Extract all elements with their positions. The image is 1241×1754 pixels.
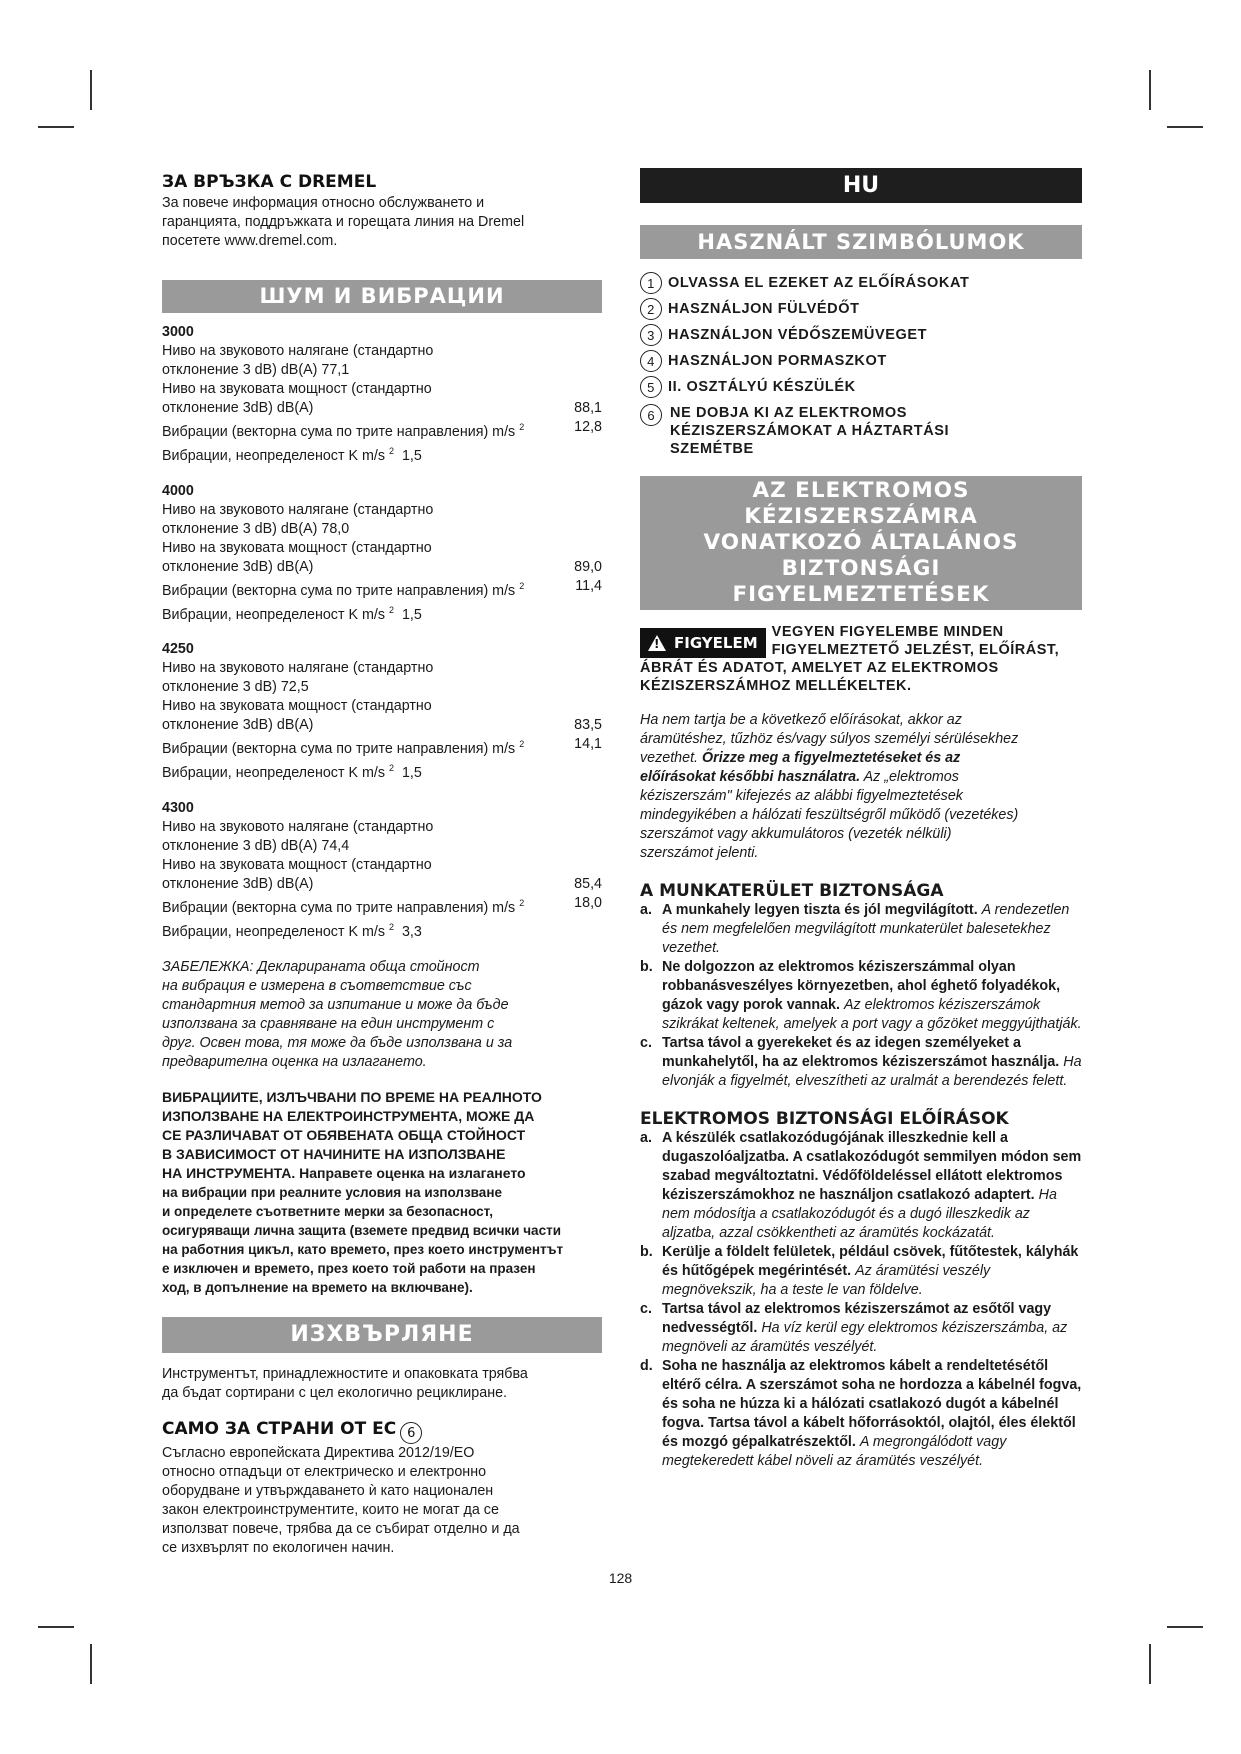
warning-line: и определете съответните мерки за безопасност, [162,1203,494,1219]
number-1-icon: 1 [640,272,662,294]
contact-body [162,194,602,251]
intro-line: szerszámot vagy akkumulátoros (vezeték nélküli) [640,826,952,842]
item-italic: Az áramütési veszély megnövekszik, ha a teste le van földelve. [662,1263,991,1298]
value: 88,1 [574,400,602,417]
disposal-line: Инструментът, принадлежностите и опаковката трябва [162,1365,528,1382]
superscript: 2 [519,422,525,433]
value: 14,1 [574,736,602,753]
list-item [640,1243,1082,1300]
model-line: отклонение 3 dB) dB(A) 77,1 [162,362,350,379]
note-line: ЗАБЕЛЕЖКА: Декларираната обща стойност [162,958,480,975]
warning-line: на вибрации при реалните условия на използване [162,1184,502,1200]
model-line [162,894,602,918]
label: Вибрации, неопределеност K m/s [162,764,386,781]
item-label: b. [640,959,653,975]
label: Вибрации, неопределеност K m/s [162,923,386,940]
model-4250 [162,640,602,783]
warning-line: НА ИНСТРУМЕНТА. Направете оценка на излагането [162,1164,526,1181]
value: 1,5 [401,447,422,464]
number-4-icon: 4 [640,350,662,372]
general-warning [640,623,1082,695]
number-2-icon: 2 [640,298,662,320]
warning-line: ИЗПОЛЗВАНЕ НА ЕЛЕКТРОИНСТРУМЕНТА, МОЖЕ ДА [162,1107,535,1124]
value: 3,3 [401,923,422,940]
disposal-banner-text: ИЗХВЪРЛЯНЕ [290,1321,474,1347]
work-area-title: A MUNKATERÜLET BIZTONSÁGA [640,881,944,901]
weee-symbol-icon: 6 [400,1422,422,1444]
note-line: предварителна оценка на излагането. [162,1053,427,1070]
model-line [162,418,602,442]
label: отклонение 3dB) dB(A) [162,875,314,892]
contact-line: гаранцията, поддръжката и горещата линия на Dremel [162,214,525,231]
symbol-text: SZEMÉTBE [670,441,754,457]
model-line: Ниво на звуковото налягане (стандартно [162,818,434,835]
symbol-text: HASZNÁLJON VÉDŐSZEMÜVEGET [668,327,928,343]
item-label: b. [640,1244,653,1260]
superscript: 2 [389,446,395,457]
superscript: 2 [389,921,395,932]
item-italic: Az elektromos kéziszerszámok szikrákat keltenek, amelyek a port vagy a gőzöket meggyújthatják. [662,997,1082,1032]
safety-banner-line: FIGYELMEZTETÉSEK [732,582,990,607]
symbol-item [640,270,1082,296]
intro-text: vezethet. [640,750,699,766]
item-italic: A rendezetlen és nem megfelelően megvilágított munkaterület balesetekhez vezethet. [662,902,1070,956]
page-number: 128 [608,1570,633,1586]
item-bold: Kerülje a földelt felületek, például csövek, fűtőtestek, kályhák és hűtőgépek megérintését. [662,1244,1079,1279]
contact-line: посетете www.dremel.com. [162,233,338,250]
model-line: отклонение 3 dB) dB(A) 74,4 [162,837,350,854]
item-bold: Soha ne használja az elektromos kábelt a rendeltetésétől eltérő célra. A szerszámot soha ne hordozza a kábelnél fogva, és soha ne húzza ki a hálózati csatlakozó dugót a kábelnél fogva. Tartsa távol a kábelt hőforrásoktól, olajtól, éles élektől és mozgó gépalkatrészektől. [662,1358,1082,1450]
note-line: стандартния метод за изпитание и може да бъде [162,996,509,1013]
value: 11,4 [575,577,602,594]
item-bold: Ne dolgozzon az elektromos kéziszerszámmal olyan robbanásveszélyes környezetben, ahol éghető folyadékok, gázok vagy porok vannak. [662,959,1061,1013]
label: Вибрации (векторна сума по трите направления) m/s [162,741,516,758]
safety-banner [640,476,1082,610]
eu-line: Съгласно европейската Директива 2012/19/ЕО [162,1445,475,1462]
value: 1,5 [401,606,422,623]
crop-mark [90,70,92,110]
item-bold: Tartsa távol az elektromos kéziszerszámot az esőtől vagy nedvességtől. [662,1301,1052,1336]
item-bold: A munkahely legyen tiszta és jól megvilágított. [662,902,978,918]
crop-mark [1149,70,1151,110]
crop-mark [1167,1626,1203,1628]
warning-line: ход, в допълнение на времето на включване). [162,1279,473,1295]
symbol-item [640,374,1082,400]
item-label: a. [640,902,652,918]
model-line [162,442,602,466]
vibration-note [162,958,602,1072]
superscript: 2 [389,604,395,615]
model-name: 4300 [162,799,194,816]
warning-text: FIGYELMEZTETŐ JELZÉST, ELŐÍRÁST, [771,642,1060,658]
model-line [162,399,602,418]
warning-line: ВИБРАЦИИТЕ, ИЗЛЪЧВАНИ ПО ВРЕМЕ НА РЕАЛНОТО [162,1088,542,1105]
model-name: 4250 [162,641,194,658]
crop-mark [1167,126,1203,128]
label: Вибрации, неопределеност K m/s [162,447,386,464]
warning-line: СЕ РАЗЛИЧАВАТ ОТ ОБЯВЕНАТА ОБЩА СТОЙНОСТ [162,1126,526,1143]
intro-line [640,768,1082,787]
model-3000 [162,323,602,466]
item-bold: A készülék csatlakozódugójának illeszkednie kell a dugaszolóaljzatba. A csatlakozódugót semmilyen módon sem szabad megváltoztatni. Védőföldeléssel ellátott elektromos kéziszerszámokhoz ne használjon csatlakozó adaptert. [662,1130,1082,1203]
warning-triangle-icon [648,635,666,651]
label: отклонение 3dB) dB(A) [162,400,314,417]
intro-line: áramütéshez, tűzhöz és/vagy súlyos személyi sérülésekhez [640,731,1019,747]
symbols-banner-text: HASZNÁLT SZIMBÓLUMOK [697,230,1025,254]
eu-line: относно отпадъци от електрическо и електронно [162,1464,487,1481]
eu-line: оборудване и утвърждаването ѝ като национален [162,1483,494,1500]
crop-mark [1149,1644,1151,1684]
superscript: 2 [519,580,525,591]
superscript: 2 [519,739,525,750]
intro-line: szerszámot jelenti. [640,845,759,861]
list-item [640,1357,1082,1471]
contact-title: ЗА ВРЪЗКА С DREMEL [162,172,377,192]
note-line: друг. Освен това, тя може да бъде използвана и за [162,1034,513,1051]
value: 89,0 [574,558,602,575]
item-label: a. [640,1130,652,1146]
symbol-text: NE DOBJA KI AZ ELEKTROMOS [670,405,908,421]
model-line [162,875,602,894]
warning-line: е изключен и времето, през което той работи на празен [162,1260,536,1276]
list-item [640,901,1082,958]
model-line: Ниво на звуковата мощност (стандартно [162,381,432,398]
electrical-section [640,1109,1082,1471]
list-item [640,1129,1082,1243]
number-5-icon: 5 [640,376,662,398]
crop-mark [90,1644,92,1684]
language-banner [640,168,1082,203]
model-line: Ниво на звуковото налягане (стандартно [162,343,434,360]
work-area-section [640,881,1082,1091]
warning-label [640,628,766,658]
intro-line: mindegyikében a hálózati feszültségről működő (vezetékes) [640,807,1019,823]
model-line: Ниво на звуковото налягане (стандартно [162,501,434,518]
symbol-item [640,296,1082,322]
safety-banner-line: AZ ELEKTROMOS KÉZISZERSZÁMRA [744,478,978,529]
warning-label-text: FIGYELEM [674,634,758,652]
symbol-item [640,322,1082,348]
intro-line [640,749,1082,768]
warning-text: VEGYEN FIGYELEMBE MINDEN [771,624,1004,640]
value: 1,5 [401,764,422,781]
vibration-warning [162,1088,602,1297]
number-3-icon: 3 [640,324,662,346]
model-line: отклонение 3 dB) 72,5 [162,679,309,696]
eu-line: използват повече, трябва да се събират отделно и да [162,1521,520,1538]
intro-text: Az „elektromos [863,769,959,785]
symbol-text: HASZNÁLJON PORMASZKOT [668,353,887,369]
electrical-title: ELEKTROMOS BIZTONSÁGI ELŐÍRÁSOK [640,1109,1009,1129]
left-column [162,172,602,1558]
label: Вибрации (векторна сума по трите направления) m/s [162,899,516,916]
warning-text: ÁBRÁT ÉS ADATOT, AMELYET AZ ELEKTROMOS [640,660,999,676]
model-4000 [162,482,602,625]
model-line [162,716,602,735]
warning-line: на работния цикъл, като времето, през което инструментът [162,1241,564,1257]
item-italic: Ha nem módosítja a csatlakozódugót és a dugó illeszkedik az aljzatba, azzal csökkentheti az áramütés kockázatát. [662,1187,1057,1241]
model-line [162,601,602,625]
contact-line: За повече информация относно обслужването и [162,195,485,212]
intro-paragraph [640,711,1082,863]
label: Вибрации (векторна сума по трите направления) m/s [162,424,516,441]
warning-line: осигуряващи лична защита (вземете предвид всички части [162,1222,561,1238]
value: 83,5 [574,717,602,734]
disposal-banner [162,1317,602,1353]
value: 85,4 [574,875,602,892]
model-line: Ниво на звуковото налягане (стандартно [162,660,434,677]
symbols-list [640,270,1082,458]
eu-section [162,1419,602,1559]
label: отклонение 3dB) dB(A) [162,558,314,575]
list-item [640,1300,1082,1357]
symbol-text: HASZNÁLJON FÜLVÉDŐT [668,301,860,317]
model-line [162,759,602,783]
model-line [162,735,602,759]
item-italic: Ha elvonják a figyelmét, elveszítheti az uralmát a berendezés felett. [662,1054,1082,1089]
symbol-text: II. OSZTÁLYÚ KÉSZÜLÉK [668,379,856,395]
label: отклонение 3dB) dB(A) [162,717,314,734]
intro-line: Ha nem tartja be a következő előírásokat, akkor az [640,712,962,728]
model-line: Ниво на звуковата мощност (стандартно [162,856,432,873]
noise-vibration-banner [162,280,602,313]
label: Вибрации (векторна сума по трите направления) m/s [162,582,516,599]
intro-bold: Őrizze meg a figyelmeztetéseket és az [702,750,961,766]
superscript: 2 [519,897,525,908]
model-line [162,558,602,577]
language-code: HU [842,173,880,198]
value: 18,0 [574,894,602,911]
model-4300 [162,799,602,942]
symbol-item [640,404,1082,458]
eu-line: закон електроинструментите, които не могат да се [162,1502,499,1519]
eu-title-text: САМО ЗА СТРАНИ ОТ ЕС [162,1418,397,1439]
list-item [640,1034,1082,1091]
eu-title [162,1419,602,1445]
right-column [640,168,1082,1471]
safety-banner-line: VONATKOZÓ ÁLTALÁNOS BIZTONSÁGI [703,530,1019,581]
model-line [162,577,602,601]
symbols-banner [640,225,1082,259]
superscript: 2 [389,763,395,774]
model-line: Ниво на звуковата мощност (стандартно [162,539,432,556]
number-6-icon: 6 [640,404,662,426]
eu-line: се изхвърлят по екологичен начин. [162,1540,395,1557]
value: 12,8 [574,419,602,436]
item-label: d. [640,1358,653,1374]
model-line: Ниво на звуковата мощност (стандартно [162,698,432,715]
item-italic: A megrongálódott vagy megtekeredett kábel növeli az áramütés veszélyét. [662,1434,1007,1469]
item-italic: Ha víz kerül egy elektromos kéziszerszámba, az megnöveli az áramütés veszélyét. [662,1320,1068,1355]
symbol-text: OLVASSA EL EZEKET AZ ELŐÍRÁSOKAT [668,275,970,291]
item-bold: Tartsa távol a gyerekeket és az idegen személyeket a munkahelytől, ha az elektromos kéziszerszámot használja. [662,1035,1060,1070]
intro-line: kéziszerszám" kifejezés az alábbi figyelmeztetések [640,788,963,804]
warning-mark: ! [654,637,660,651]
crop-mark [38,126,74,128]
symbol-text: KÉZISZERSZÁMOKAT A HÁZTARTÁSI [670,423,950,439]
model-line: отклонение 3 dB) dB(A) 78,0 [162,520,350,537]
note-line: използвана за сравняване на един инструмент с [162,1015,495,1032]
model-name: 3000 [162,324,194,341]
label: Вибрации, неопределеност K m/s [162,606,386,623]
warning-text: KÉZISZERSZÁMHOZ MELLÉKELTEK. [640,678,912,694]
disposal-body [162,1365,602,1403]
list-item [640,958,1082,1034]
crop-mark [38,1626,74,1628]
intro-bold: előírásokat későbbi használatra. [640,769,861,785]
model-line [162,918,602,942]
note-line: на вибрация е измерена в съответствие със [162,977,472,994]
noise-banner-text: ШУМ И ВИБРАЦИИ [259,284,505,309]
item-label: c. [640,1035,652,1051]
model-name: 4000 [162,482,194,499]
item-label: c. [640,1301,652,1317]
symbol-item [640,348,1082,374]
disposal-line: да бъдат сортирани с цел екологично рециклиране. [162,1384,508,1401]
warning-line: В ЗАВИСИМОСТ ОТ НАЧИНИТЕ НА ИЗПОЛЗВАНЕ [162,1145,506,1162]
